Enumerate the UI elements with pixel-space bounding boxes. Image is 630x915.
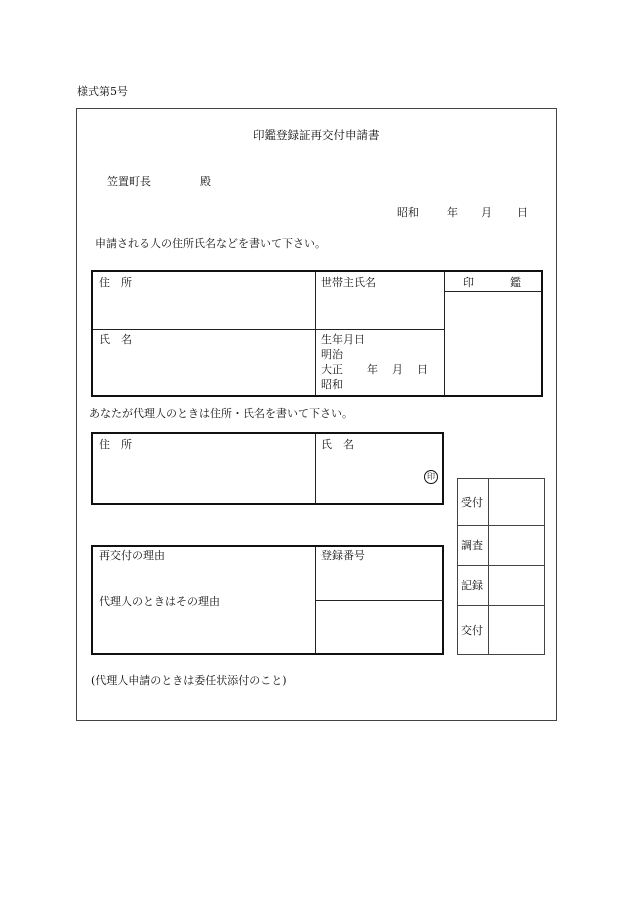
office-issuance-label: 交付 [461, 624, 483, 637]
office-investigation-label: 調査 [461, 539, 483, 552]
registration-number-label: 登録番号 [321, 549, 365, 562]
applicant-instruction: 申請される人の住所氏名などを書いて下さい。 [95, 237, 326, 250]
agent-table [91, 432, 444, 505]
birthdate-label: 生年月日 [321, 333, 365, 346]
agent-reason-label: 代理人のときはその理由 [99, 595, 220, 608]
seal-mark-icon: 印 [424, 470, 438, 484]
agent-address-label: 住 所 [99, 438, 132, 451]
agent-instruction: あなたが代理人のときは住所・氏名を書いて下さい。 [89, 407, 353, 420]
agent-name-label: 氏 名 [321, 438, 354, 451]
addressee-name: 笠置町長 [107, 175, 151, 188]
date-year: 年 [447, 206, 458, 219]
era-month: 月 [392, 363, 403, 376]
date-month: 月 [481, 206, 492, 219]
reason-table [91, 545, 444, 655]
household-head-label: 世帯主氏名 [321, 276, 376, 289]
date-era: 昭和 [397, 206, 419, 219]
office-use-box [457, 478, 545, 655]
footnote: (代理人申請のときは委任状添付のこと) [91, 674, 287, 687]
seal-label-1: 印 [463, 276, 474, 289]
form-title: 印鑑登録証再交付申請書 [253, 128, 380, 142]
era-year: 年 [367, 363, 378, 376]
applicant-table [91, 270, 543, 397]
era-taisho: 大正 [321, 363, 343, 376]
seal-label-2: 鑑 [510, 276, 521, 289]
office-reception-label: 受付 [461, 496, 483, 509]
date-day: 日 [517, 206, 528, 219]
form-number: 様式第5号 [77, 85, 128, 98]
era-day: 日 [417, 363, 428, 376]
era-meiji: 明治 [321, 348, 343, 361]
era-showa: 昭和 [321, 378, 343, 391]
addressee-honorific: 殿 [200, 175, 211, 188]
reason-label: 再交付の理由 [99, 549, 165, 562]
office-record-label: 記録 [461, 579, 483, 592]
applicant-address-label: 住 所 [99, 276, 132, 289]
applicant-name-label: 氏 名 [99, 333, 132, 346]
